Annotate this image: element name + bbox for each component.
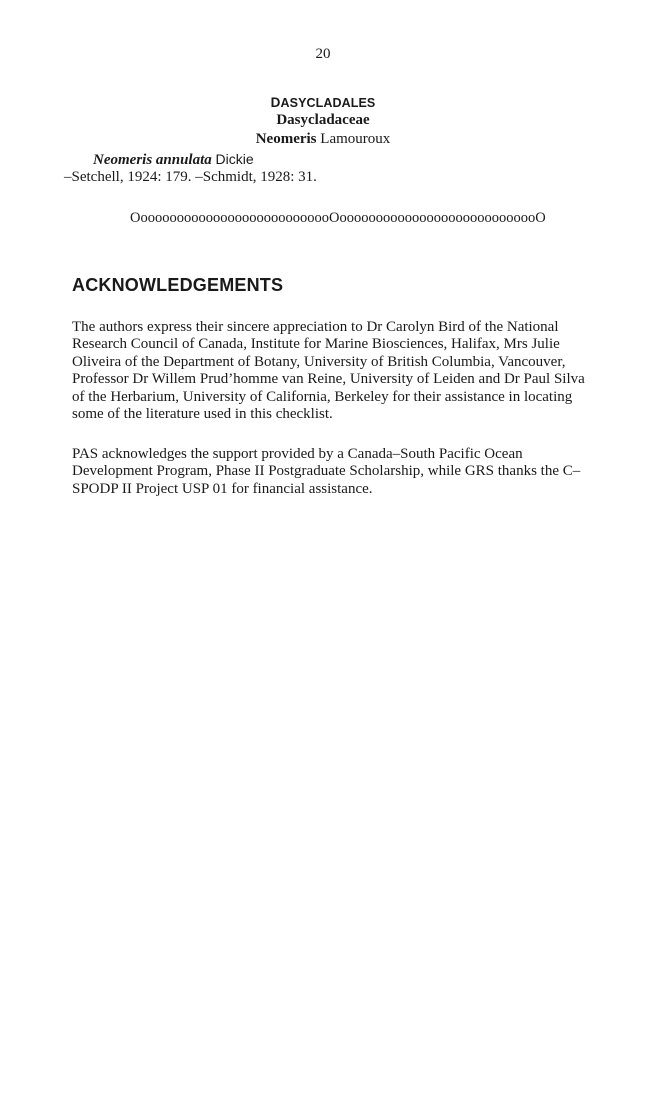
species-author: Dickie: [215, 151, 254, 167]
paragraph-line: The authors express their sincere appreciation to Dr Carolyn Bird of the National: [72, 319, 559, 335]
genus-author: Lamouroux: [320, 131, 391, 147]
order-name-initial: D: [270, 95, 281, 110]
paragraph-line: PAS acknowledges the support provided by a Canada–South Pacific Ocean: [72, 446, 523, 462]
acknowledgements-paragraph-2: [72, 446, 628, 498]
paragraph-line: Professor Dr Willem Prud’homme van Reine, University of Leiden and Dr Paul Silva: [72, 371, 585, 388]
section-separator: OooooooooooooooooooooooooooOoooooooooooooooooooooooooooO: [130, 210, 546, 226]
order-name-rest: ASYCLADALES: [280, 96, 376, 110]
paragraph-line: Research Council of Canada, Institute for Marine Biosciences, Halifax, Mrs Julie: [72, 336, 560, 353]
paragraph-line: Oliveira of the Department of Botany, University of British Columbia, Vancouver,: [72, 353, 566, 370]
species-name: Neomeris annulata: [93, 152, 212, 168]
family-name: Dasycladaceae: [276, 112, 370, 128]
paragraph-line: some of the literature used in this checklist.: [72, 406, 333, 423]
page-number: 20: [315, 46, 331, 62]
genus-name: Neomeris: [255, 131, 317, 147]
species-line: [93, 151, 254, 169]
species-citation: –Setchell, 1924: 179. –Schmidt, 1928: 31.: [64, 169, 317, 185]
acknowledgements-heading: ACKNOWLEDGEMENTS: [72, 275, 284, 295]
genus-line: [0, 131, 646, 148]
acknowledgements-paragraph-1: [72, 319, 628, 423]
paragraph-line: SPODP II Project USP 01 for financial assistance.: [72, 480, 373, 497]
order-name: [0, 95, 646, 110]
paragraph-line: Development Program, Phase II Postgraduate Scholarship, while GRS thanks the C–: [72, 463, 581, 480]
paragraph-line: of the Herbarium, University of California, Berkeley for their assistance in locating: [72, 388, 573, 405]
